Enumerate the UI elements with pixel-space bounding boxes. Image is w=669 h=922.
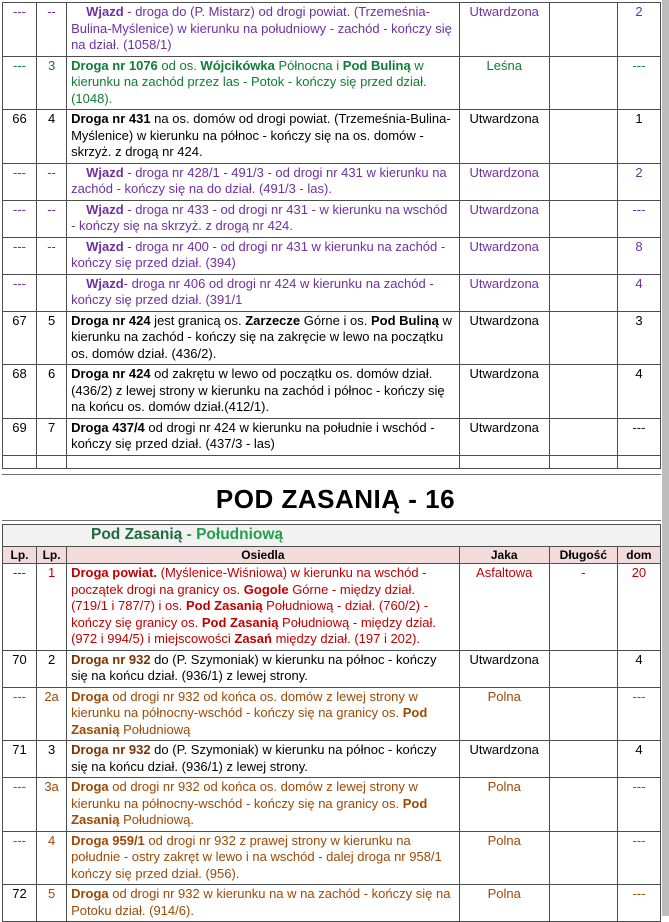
cell-dlugosc-length <box>549 200 617 237</box>
cell-lp-local: -- <box>37 237 67 274</box>
cell-dom-houses: 1 <box>617 110 660 164</box>
desc-segment: Wjazd <box>86 239 124 254</box>
cell-jaka-surface-type: Polna <box>459 885 549 922</box>
desc-segment: Południową. <box>120 812 194 827</box>
desc-segment: w kierunku na zachód przez las - Potok - kończy się przed dział. (1048). <box>71 58 427 106</box>
cell-lp-global: --- <box>3 237 37 274</box>
cell-dlugosc-length <box>549 274 617 311</box>
desc-segment: Wjazd <box>86 276 124 291</box>
cell-jaka-surface-type: Utwardzona <box>459 274 549 311</box>
cell-lp-global: --- <box>3 56 37 110</box>
column-header-lp: Lp. <box>37 547 67 564</box>
cell-dlugosc-length <box>549 741 617 778</box>
cell-lp-global: --- <box>3 200 37 237</box>
cell-lp-local: 2a <box>37 687 67 741</box>
cell-lp-local: -- <box>37 200 67 237</box>
cell-dlugosc-length <box>549 163 617 200</box>
desc-segment: Droga 437/4 <box>71 420 145 435</box>
cell-lp-local <box>37 455 67 468</box>
desc-segment: Droga nr 1076 <box>71 58 158 73</box>
cell-dlugosc-length <box>549 778 617 832</box>
cell-dom-houses: --- <box>617 831 660 885</box>
cell-jaka-surface-type: Utwardzona <box>459 418 549 455</box>
desc-segment: Pod Zasanią <box>71 705 427 737</box>
desc-segment: Północna i <box>275 58 343 73</box>
desc-segment: Południową - między dział. (972 i 994/5) i miejscowości <box>71 615 436 647</box>
desc-segment: między dział. (197 i 202). <box>272 631 420 646</box>
cell-dom-houses: --- <box>617 418 660 455</box>
desc-segment: - droga do (P. Mistarz) od drogi powiat. (Trzemeśnia-Bulina-Myślenice) w kierunku na południowy - zachód - kończy się na dział. (1058/1) <box>71 4 452 52</box>
cell-jaka-surface-type: Polna <box>459 687 549 741</box>
desc-segment: - droga nr 428/1 - 491/3 - od drogi nr 431 w kierunku na zachód - kończy się na do dział. (491/3 - las). <box>71 165 447 197</box>
desc-segment: Południową - dział. (760/2) - kończy się granicy os. <box>71 598 428 630</box>
cell-lp-global: 67 <box>3 311 37 365</box>
desc-segment: Wójcikówka <box>200 58 274 73</box>
subheader-row <box>3 524 661 547</box>
column-header-osiedla: Osiedla <box>67 547 460 564</box>
desc-segment: Południową <box>120 722 191 737</box>
table-row <box>3 56 661 110</box>
cell-dlugosc-length <box>549 418 617 455</box>
cell-dom-houses: 4 <box>617 741 660 778</box>
cell-lp-global: 72 <box>3 885 37 922</box>
cell-osiedla-description <box>67 778 460 832</box>
cell-lp-local: 1 <box>37 564 67 651</box>
cell-jaka-surface-type: Utwardzona <box>459 163 549 200</box>
cell-lp-global: --- <box>3 274 37 311</box>
cell-dlugosc-length: - <box>549 564 617 651</box>
cell-dom-houses: 4 <box>617 365 660 419</box>
desc-segment: - droga nr 400 - od drogi nr 431 w kierunku na zachód - kończy się przed dział. (394) <box>71 239 445 271</box>
cell-dom-houses: --- <box>617 778 660 832</box>
cell-lp-global: --- <box>3 831 37 885</box>
cell-osiedla-description <box>67 274 460 311</box>
cell-dom-houses: 4 <box>617 650 660 687</box>
cell-dlugosc-length <box>549 687 617 741</box>
roads-table-section-1 <box>2 2 661 469</box>
desc-segment: w kierunku na zachód - kończy się na zakręcie w lewo na początku os. domów dział. (436/2). <box>71 313 452 361</box>
cell-lp-local: 3 <box>37 56 67 110</box>
desc-segment: Droga <box>71 779 109 794</box>
cell-dom-houses: --- <box>617 56 660 110</box>
desc-segment: od drogi nr 932 od końca os. domów z lewej strony w kierunku na północny-wschód - kończy się na granicy os. <box>71 689 418 721</box>
cell-dom-houses: --- <box>617 885 660 922</box>
table-row <box>3 778 661 832</box>
cell-lp-global <box>3 455 37 468</box>
cell-dlugosc-length <box>549 110 617 164</box>
desc-segment: Gogole <box>244 582 289 597</box>
column-header-dom: dom <box>617 547 660 564</box>
cell-lp-local: 5 <box>37 885 67 922</box>
desc-segment: do (P. Szymoniak) w kierunku na północ - kończy się na końcu dział. (936/1) z lewej strony. <box>71 652 436 684</box>
cell-dom-houses: 2 <box>617 163 660 200</box>
cell-lp-local: 4 <box>37 110 67 164</box>
cell-lp-local: 3 <box>37 741 67 778</box>
cell-osiedla-description <box>67 3 460 57</box>
desc-segment: Wjazd <box>86 202 124 217</box>
cell-lp-local: 5 <box>37 311 67 365</box>
cell-jaka-surface-type: Leśna <box>459 56 549 110</box>
cell-osiedla-description <box>67 687 460 741</box>
cell-dom-houses: --- <box>617 200 660 237</box>
roads-table-2-body <box>3 564 661 922</box>
cell-dom-houses <box>617 455 660 468</box>
desc-segment: jest granicą os. <box>151 313 246 328</box>
roads-table-section-2 <box>2 524 661 922</box>
desc-segment: Droga nr 431 <box>71 111 150 126</box>
subheader-segment: - Południową <box>182 526 283 543</box>
desc-segment: Droga powiat. <box>71 565 157 580</box>
cell-jaka-surface-type: Polna <box>459 831 549 885</box>
cell-osiedla-description <box>67 831 460 885</box>
empty-row <box>3 455 661 468</box>
desc-segment: na os. domów od drogi powiat. (Trzemeśnia-Bulina-Myślenice) w kierunku na północ - kończy się na os. domów - skrzyż. z drogą nr 424. <box>71 111 451 159</box>
table-row <box>3 110 661 164</box>
desc-segment: Pod Buliną <box>371 313 439 328</box>
cell-lp-local: 6 <box>37 365 67 419</box>
cell-jaka-surface-type <box>459 455 549 468</box>
desc-segment: Droga 959/1 <box>71 833 145 848</box>
cell-dlugosc-length <box>549 311 617 365</box>
desc-segment: Droga nr 424 <box>71 313 150 328</box>
cell-dlugosc-length <box>549 650 617 687</box>
cell-lp-global: --- <box>3 778 37 832</box>
desc-segment: do (P. Szymoniak) w kierunku na północ - kończy się na końcu dział. (936/1) z lewej strony. <box>71 742 436 774</box>
desc-segment: od os. <box>158 58 201 73</box>
cell-lp-global: 70 <box>3 650 37 687</box>
table-row <box>3 418 661 455</box>
table-row <box>3 311 661 365</box>
cell-dlugosc-length <box>549 237 617 274</box>
desc-segment: Pod Zasanią <box>202 615 279 630</box>
table-row <box>3 163 661 200</box>
desc-segment: od drogi nr 932 od końca os. domów z lewej strony w kierunku na północny-wschód - kończy się na granicy os. <box>71 779 418 811</box>
table-row <box>3 831 661 885</box>
desc-segment: od drogi nr 932 w kierunku na w na zachód - kończy się na Potoku dział. (914/6). <box>71 886 450 918</box>
table-row <box>3 564 661 651</box>
cell-osiedla-description <box>67 564 460 651</box>
cell-lp-global: --- <box>3 564 37 651</box>
desc-segment: (Myślenice-Wiśniowa) w kierunku na wschód - początek drogi na granicy os. <box>71 565 426 597</box>
column-header-row <box>3 547 661 564</box>
page-edge-shadow <box>662 0 669 916</box>
cell-jaka-surface-type: Utwardzona <box>459 650 549 687</box>
desc-segment: od drogi nr 932 z prawej strony w kierunku na południe - ostry zakręt w lewo i na wschód - dalej droga nr 958/1 kończy się przed dział. (956). <box>71 833 442 881</box>
cell-dom-houses: 20 <box>617 564 660 651</box>
cell-lp-global: 71 <box>3 741 37 778</box>
cell-dlugosc-length <box>549 455 617 468</box>
cell-lp-local <box>37 274 67 311</box>
cell-jaka-surface-type: Utwardzona <box>459 3 549 57</box>
cell-dlugosc-length <box>549 831 617 885</box>
cell-osiedla-description <box>67 418 460 455</box>
cell-osiedla-description <box>67 110 460 164</box>
desc-segment: Górne i os. <box>300 313 371 328</box>
desc-segment: - droga nr 433 - od drogi nr 431 - w kierunku na wschód - kończy się na skrzyż. z drogą nr 424. <box>71 202 447 234</box>
cell-lp-global: 69 <box>3 418 37 455</box>
desc-segment: Zarzecze <box>245 313 300 328</box>
cell-osiedla-description <box>67 200 460 237</box>
table-row <box>3 365 661 419</box>
desc-segment: Droga <box>71 886 109 901</box>
cell-lp-local: 4 <box>37 831 67 885</box>
desc-segment: Pod Buliną <box>343 58 411 73</box>
cell-dlugosc-length <box>549 56 617 110</box>
cell-dom-houses: 3 <box>617 311 660 365</box>
settlement-subheader <box>3 524 661 547</box>
desc-segment: Droga nr 932 <box>71 652 150 667</box>
cell-jaka-surface-type: Asfaltowa <box>459 564 549 651</box>
cell-dlugosc-length <box>549 365 617 419</box>
table-row <box>3 200 661 237</box>
cell-lp-global: 68 <box>3 365 37 419</box>
cell-dom-houses: 2 <box>617 3 660 57</box>
cell-jaka-surface-type: Utwardzona <box>459 110 549 164</box>
desc-segment: od zakrętu w lewo od początku os. domów dział. (436/2) z lewej strony w kierunku na zachód i północ - kończy się na końcu os. domów dział.(412/1). <box>71 366 445 414</box>
cell-lp-global: 66 <box>3 110 37 164</box>
cell-osiedla-description <box>67 650 460 687</box>
desc-segment: Pod Zasanią <box>186 598 263 613</box>
desc-segment: Pod Zasanią <box>71 796 427 828</box>
cell-jaka-surface-type: Utwardzona <box>459 311 549 365</box>
subheader-segment: Pod Zasanią <box>91 526 182 543</box>
cell-osiedla-description <box>67 237 460 274</box>
cell-dom-houses: 8 <box>617 237 660 274</box>
desc-segment: Górne - między dział. (719/1 i 787/7) i os. <box>71 582 415 614</box>
table-row <box>3 3 661 57</box>
section-title: POD ZASANIĄ - 16 <box>2 475 669 520</box>
cell-osiedla-description <box>67 741 460 778</box>
desc-segment: Zasań <box>234 631 272 646</box>
section-divider-bottom <box>2 520 661 521</box>
roads-table-1-body <box>3 3 661 469</box>
cell-lp-local: -- <box>37 163 67 200</box>
column-header-dugo: Długość <box>549 547 617 564</box>
cell-lp-local: 7 <box>37 418 67 455</box>
cell-jaka-surface-type: Utwardzona <box>459 365 549 419</box>
desc-segment: Wjazd <box>86 4 124 19</box>
desc-segment: Droga <box>71 689 109 704</box>
table-row <box>3 650 661 687</box>
cell-osiedla-description <box>67 311 460 365</box>
cell-jaka-surface-type: Utwardzona <box>459 741 549 778</box>
desc-segment: od drogi nr 424 w kierunku na południe i wschód - kończy się przed dział. (437/3 - las) <box>71 420 435 452</box>
cell-lp-global: --- <box>3 3 37 57</box>
column-header-jaka: Jaka <box>459 547 549 564</box>
cell-jaka-surface-type: Utwardzona <box>459 237 549 274</box>
desc-segment: Droga nr 932 <box>71 742 150 757</box>
cell-osiedla-description <box>67 365 460 419</box>
cell-lp-local: 2 <box>37 650 67 687</box>
cell-lp-global: --- <box>3 687 37 741</box>
table-row <box>3 274 661 311</box>
table-row <box>3 687 661 741</box>
cell-jaka-surface-type: Utwardzona <box>459 200 549 237</box>
desc-segment: Wjazd <box>86 165 124 180</box>
cell-lp-global: --- <box>3 163 37 200</box>
cell-dom-houses: --- <box>617 687 660 741</box>
table-row <box>3 741 661 778</box>
cell-osiedla-description <box>67 163 460 200</box>
cell-lp-local: 3a <box>37 778 67 832</box>
column-header-lp: Lp. <box>3 547 37 564</box>
cell-lp-local: -- <box>37 3 67 57</box>
desc-segment: Droga nr 424 <box>71 366 150 381</box>
cell-jaka-surface-type: Polna <box>459 778 549 832</box>
cell-osiedla-description <box>67 455 460 468</box>
table-row <box>3 237 661 274</box>
desc-segment: - droga nr 406 od drogi nr 424 w kierunku na zachód - kończy się przed dział. (391/1 <box>71 276 434 308</box>
cell-dom-houses: 4 <box>617 274 660 311</box>
cell-osiedla-description <box>67 56 460 110</box>
cell-dlugosc-length <box>549 3 617 57</box>
